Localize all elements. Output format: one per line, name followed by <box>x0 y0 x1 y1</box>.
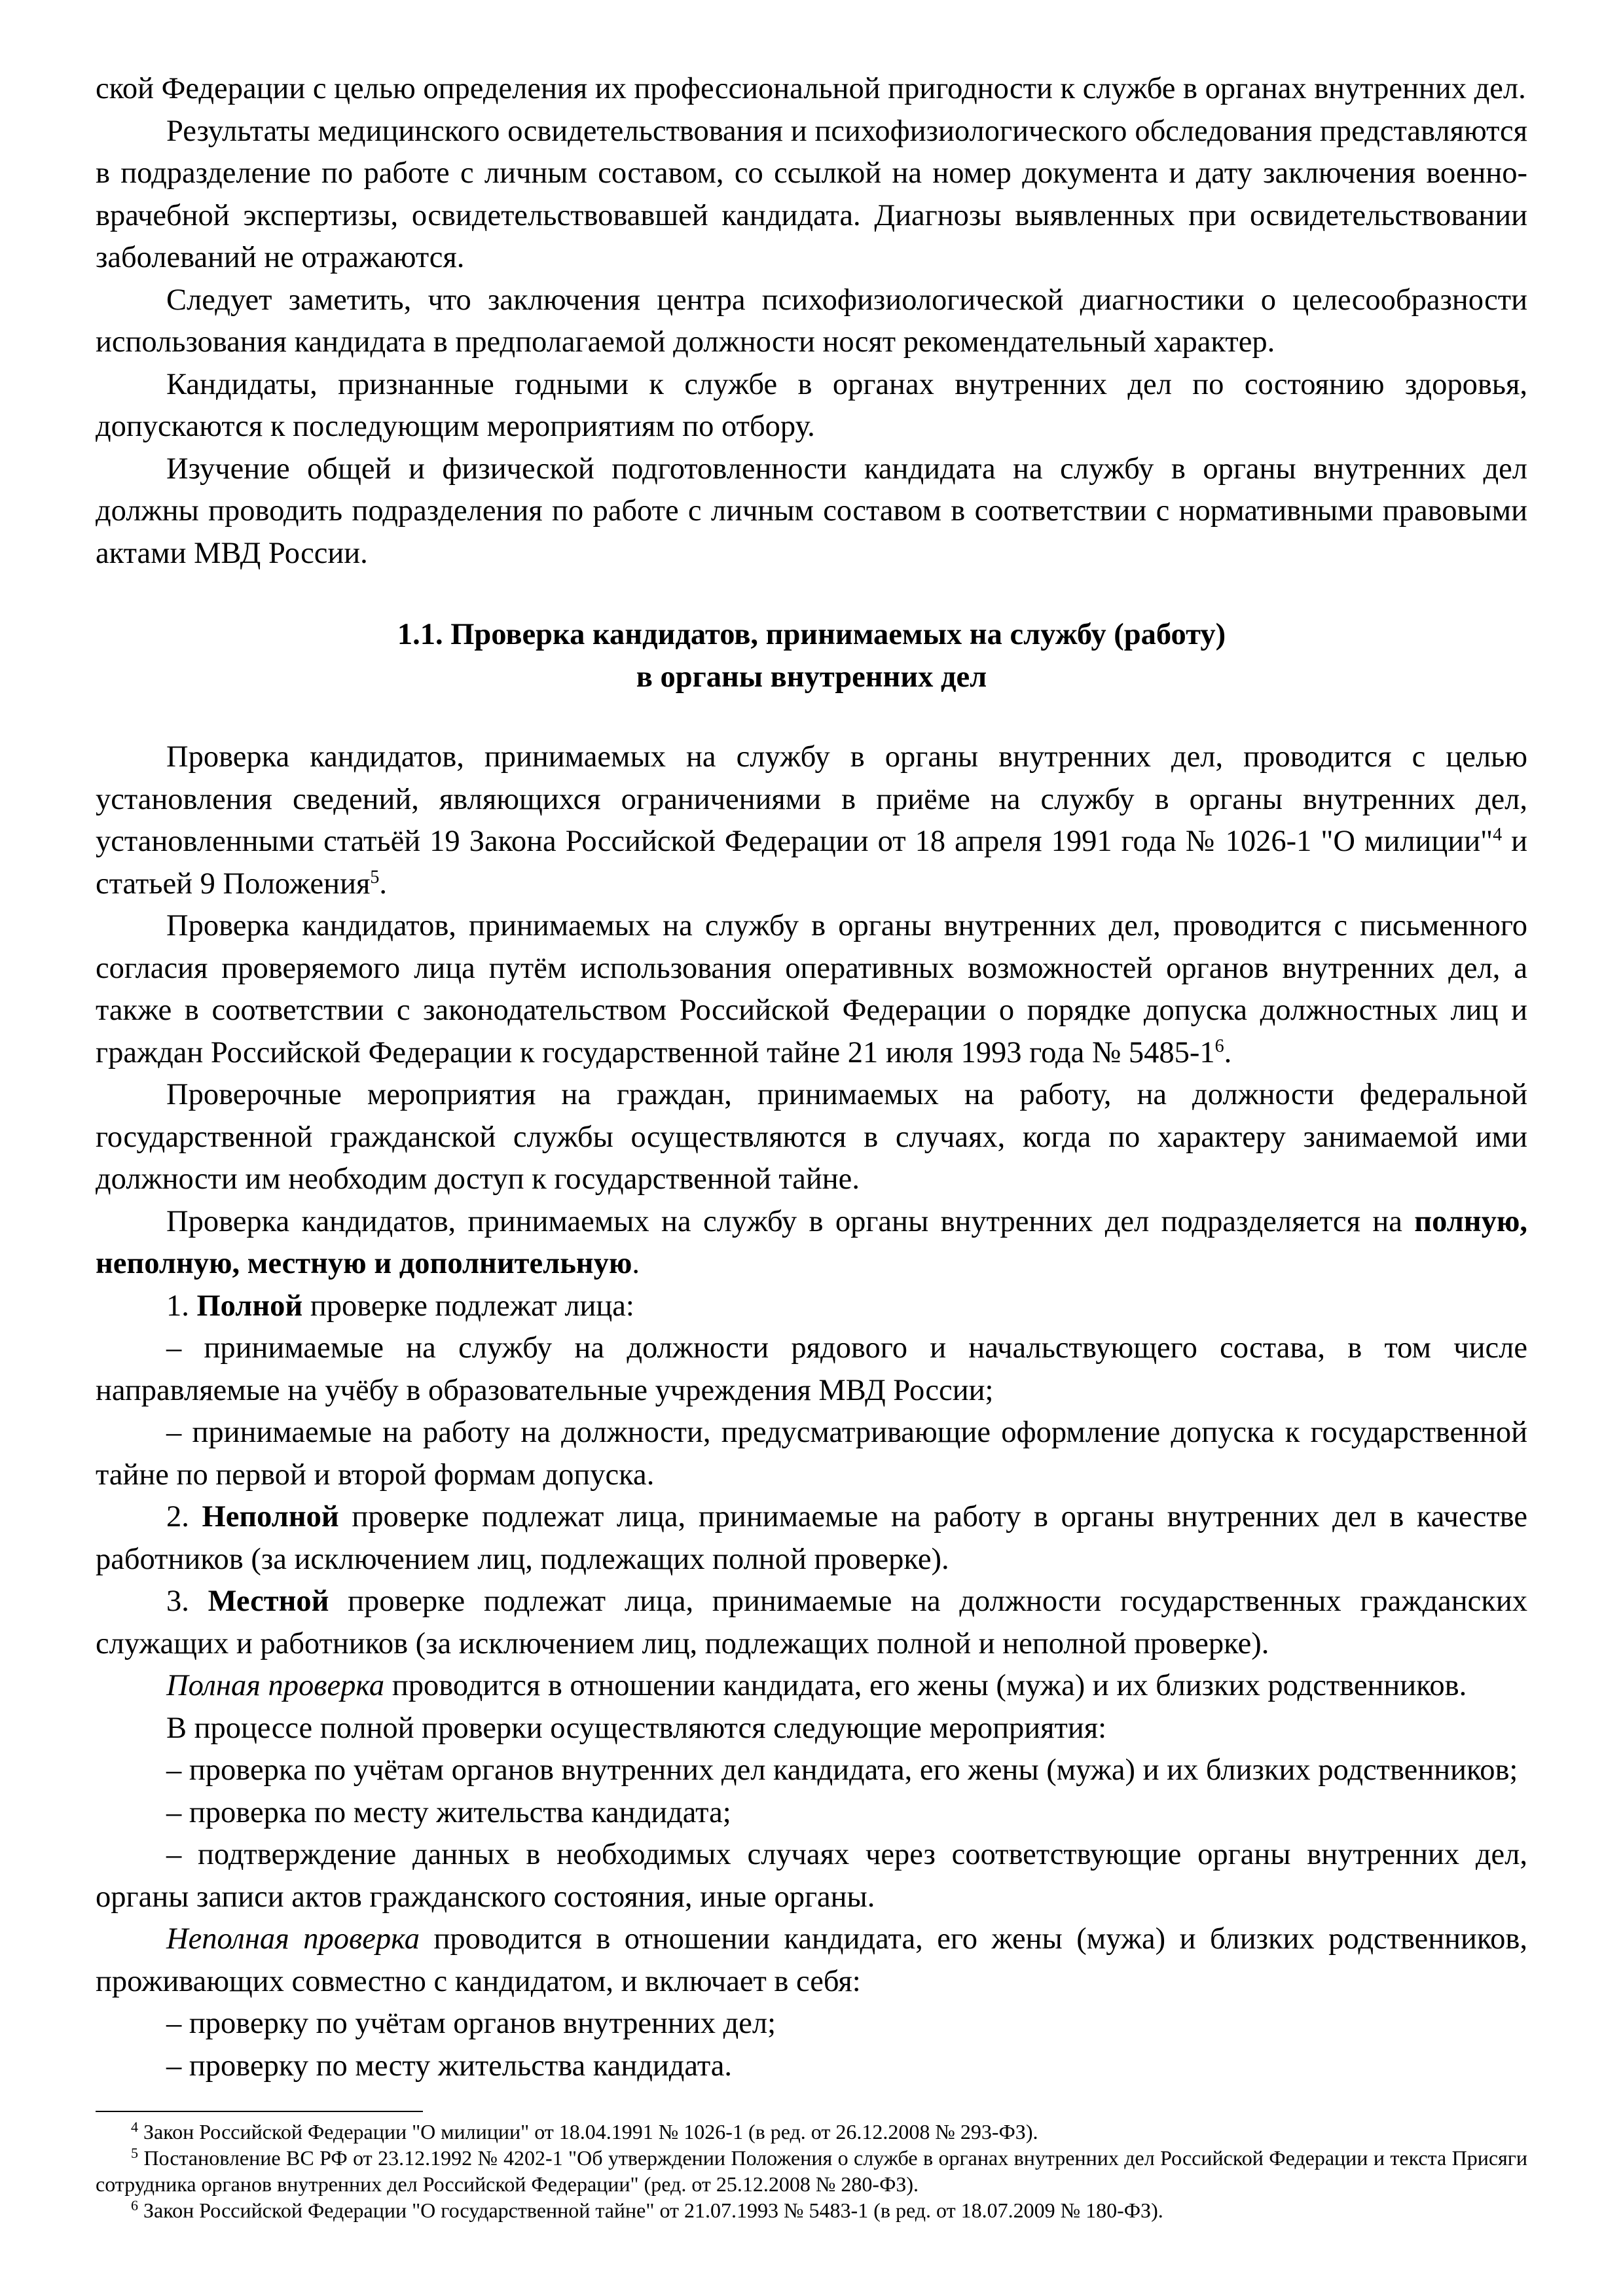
paragraph-medical-results: Результаты медицинского освидетельствования и психофизиологического обследования представляются в подразделение по работе с личным составом, со ссылкой на номер документа и дату заключения военно-врачебной экспертизы, освидетельствовавшей кандидата. Диагнозы выявленных при освидетельствовании заболеваний не отражаются. <box>96 114 1527 274</box>
list-item-full: 1. Полной проверке подлежат лица: <box>166 1289 634 1323</box>
footnote-6: $^6$ Закон Российской Федерации "О государственной тайне" от 21.07.1993 № 5483-1 (в ред. от 18.07.2009 № 180-ФЗ). <box>131 2197 1163 2222</box>
footnote-separator <box>96 2111 423 2112</box>
dash-item: – подтверждение данных в необходимых случаях через соответствующие органы внутренних дел, органы записи актов гражданского состояния, иные органы. <box>96 1838 1527 1914</box>
footnote-ref-6: 6 <box>1214 1035 1224 1056</box>
paragraph-check-consent: Проверка кандидатов, принимаемых на службу в органы внутренних дел, проводится с письменного согласия проверяемого лица путём использования оперативных возможностей органов внутренних дел, а также в соответствии с законодательством Российской Федерации о порядке допуска должностных лиц и граждан Российской Федерации к государственной тайне 21 июля 1993 года № $5485-1^6$. <box>96 909 1527 1069</box>
list-item-partial: 2. Неполной проверке подлежат лица, принимаемые на работу в органы внутренних дел в качестве работников (за исключением лиц, подлежащих полной проверке). <box>96 1500 1527 1576</box>
paragraph-full-check: Полная проверка проводится в отношении кандидата, его жены (мужа) и их близких родственников. <box>166 1669 1467 1702</box>
paragraph-psych-conclusions: Следует заметить, что заключения центра психофизиологической диагностики о целесообразности использования кандидата в предполагаемой должности носят рекомендательный характер. <box>96 283 1527 359</box>
check-types-bold: полную, неполную, местную и дополнительную <box>96 1204 1527 1280</box>
dash-item: – проверка по месту жительства кандидата; <box>166 1795 731 1829</box>
dash-item: – проверку по месту жительства кандидата. <box>166 2049 732 2083</box>
dash-item: – принимаемые на работу на должности, предусматривающие оформление допуска к государственной тайне по первой и второй формам допуска. <box>96 1416 1527 1492</box>
paragraph-civil-service: Проверочные мероприятия на граждан, принимаемых на работу, на должности федеральной государственной гражданской службы осуществляются в случаях, когда по характеру занимаемой ими должности им необходим доступ к государственной тайне. <box>96 1078 1527 1196</box>
dash-item: – проверку по учётам органов внутренних дел; <box>166 2007 776 2040</box>
footnote-ref-4: 4 <box>1493 825 1503 845</box>
footnote-ref-5: 5 <box>370 867 380 888</box>
dash-item: – проверка по учётам органов внутренних дел кандидата, его жены (мужа) и их близких родственников; <box>166 1753 1518 1787</box>
paragraph-full-check-intro: В процессе полной проверки осуществляются следующие мероприятия: <box>166 1711 1107 1745</box>
paragraph-check-purpose: Проверка кандидатов, принимаемых на службу в органы внутренних дел, проводится с целью установления сведений, являющихся ограничениями в приёме на службу в органы внутренних дел, установленными статьёй 19 Закона Российской Федерации от 18 апреля 1991 года № 1026-1 "О милиции"$^4$ и статьей 9 Положения$^5$. <box>96 740 1527 901</box>
footnote-5: $^5$ Постановление ВС РФ от 23.12.1992 № 4202-1 "Об утверждении Положения о службе в органах внутренних дел Российской Федерации и текста Присяги сотрудника органов внутренних дел Российской Федерации" (ред. от 25.12.2008 № 280-ФЗ). <box>96 2145 1527 2196</box>
spacer <box>96 698 1527 736</box>
paragraph-check-types: Проверка кандидатов, принимаемых на службу в органы внутренних дел подразделяется на полную, неполную, местную и дополнительную. <box>96 1204 1527 1280</box>
paragraph-partial-check: Неполная проверка проводится в отношении кандидата, его жены (мужа) и близких родственников, проживающих совместно с кандидатом, и включает в себя: <box>96 1922 1527 1998</box>
paragraph-fit-candidates: Кандидаты, признанные годными к службе в органах внутренних дел по состоянию здоровья, допускаются к последующим мероприятиям по отбору. <box>96 367 1527 443</box>
paragraph-physical-training: Изучение общей и физической подготовленности кандидата на службу в органы внутренних дел должны проводить подразделения по работе с личным составом в соответствии с нормативными правовыми актами МВД России. <box>96 452 1527 570</box>
list-item-local: 3. Местной проверке подлежат лица, принимаемые на должности государственных гражданских служащих и работников (за исключением лиц, подлежащих полной и неполной проверке). <box>96 1585 1527 1660</box>
paragraph-continuation: ской Федерации с целью определения их профессиональной пригодности к службе в органах внутренних дел. <box>96 72 1526 105</box>
dash-item: – принимаемые на службу на должности рядового и начальствующего состава, в том числе направляемые на учёбу в образовательные учреждения МВД России; <box>96 1331 1527 1407</box>
section-title-line1: 1.1. Проверка кандидатов, принимаемых на службу (работу) <box>397 618 1226 651</box>
spacer <box>96 575 1527 614</box>
footnote-4: $^4$ Закон Российской Федерации "О милиции" от 18.04.1991 № 1026-1 (в ред. от 26.12.2008 № 293-ФЗ). <box>131 2119 1038 2144</box>
section-title-line2: в органы внутренних дел <box>636 660 987 694</box>
